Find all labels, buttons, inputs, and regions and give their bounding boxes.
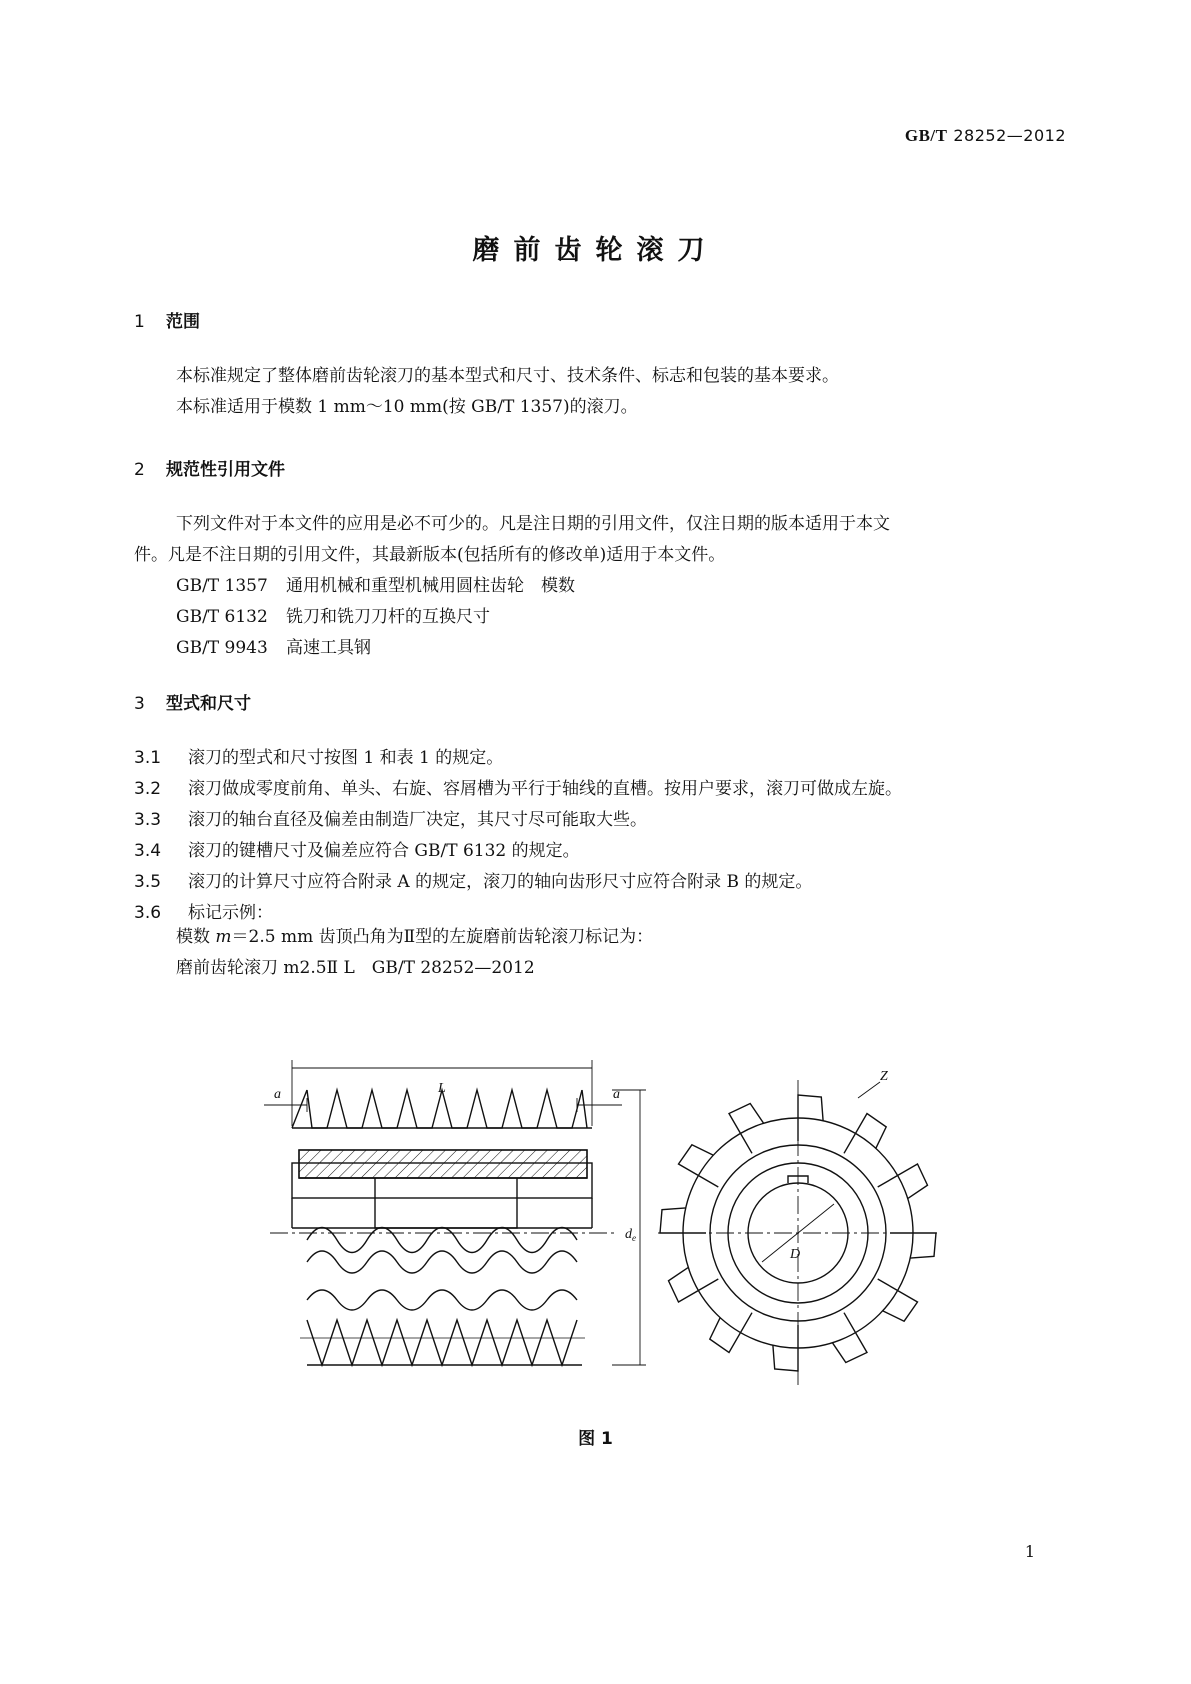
dimension-lines bbox=[264, 1060, 940, 1385]
label-L: L bbox=[438, 1081, 446, 1096]
label-a-left: a bbox=[274, 1087, 281, 1102]
hob-tooth bbox=[878, 1279, 918, 1321]
label-D: D bbox=[790, 1247, 801, 1262]
ref-item-1: GB/T 1357 通用机械和重型机械用圆柱齿轮 模数 bbox=[176, 576, 575, 596]
std-prefix: GB/T bbox=[904, 126, 948, 145]
ref-item-2: GB/T 6132 铣刀和铣刀刀杆的互换尺寸 bbox=[176, 607, 490, 627]
label-de: $d_e$ bbox=[625, 1227, 636, 1243]
section-1-heading: 1 范围 bbox=[134, 312, 200, 332]
hob-tooth bbox=[729, 1104, 764, 1154]
clause-3-5: 3.5 滚刀的计算尺寸应符合附录 A 的规定，滚刀的轴向齿形尺寸应符合附录 B 的规定。 bbox=[134, 872, 813, 892]
label-Z: Z bbox=[880, 1069, 888, 1084]
example-line-2: 磨前齿轮滚刀 m2.5Ⅱ L GB/T 28252—2012 bbox=[176, 958, 535, 978]
document-title: 磨前齿轮滚刀 bbox=[472, 235, 719, 266]
scope-paragraph-2: 本标准适用于模数 1 mm～10 mm(按 GB/T 1357)的滚刀。 bbox=[176, 397, 638, 417]
clause-3-3: 3.3 滚刀的轴台直径及偏差由制造厂决定，其尺寸尽可能取大些。 bbox=[134, 810, 647, 830]
scope-paragraph-1: 本标准规定了整体磨前齿轮滚刀的基本型式和尺寸、技术条件、标志和包装的基本要求。 bbox=[176, 366, 839, 386]
normref-line-1: 下列文件对于本文件的应用是必不可少的。凡是注日期的引用文件，仅注日期的版本适用于本文 bbox=[176, 514, 890, 534]
hob-tooth bbox=[710, 1313, 752, 1353]
clause-3-1: 3.1 滚刀的型式和尺寸按图 1 和表 1 的规定。 bbox=[134, 748, 504, 768]
hob-tooth bbox=[832, 1313, 867, 1363]
hob-tooth bbox=[669, 1267, 719, 1302]
figure-caption: 图 1 bbox=[578, 1429, 613, 1449]
page-number: 1 bbox=[1024, 1542, 1035, 1561]
label-a-right: a bbox=[613, 1087, 620, 1102]
ref-item-3: GB/T 9943 高速工具钢 bbox=[176, 638, 371, 658]
hob-tooth bbox=[844, 1114, 886, 1154]
example-line-1: 模数 m＝2.5 mm 齿顶凸角为Ⅱ型的左旋磨前齿轮滚刀标记为： bbox=[176, 927, 654, 947]
section-3-heading: 3 型式和尺寸 bbox=[134, 694, 251, 714]
clause-3-6: 3.6 标记示例： bbox=[134, 903, 273, 923]
clause-3-4: 3.4 滚刀的键槽尺寸及偏差应符合 GB/T 6132 的规定。 bbox=[134, 841, 580, 861]
normref-line-2: 件。凡是不注日期的引用文件，其最新版本(包括所有的修改单)适用于本文件。 bbox=[134, 545, 726, 565]
hob-tooth bbox=[878, 1164, 928, 1199]
std-number: 28252—2012 bbox=[953, 126, 1066, 145]
hob-side-view bbox=[292, 1090, 592, 1365]
clause-3-2: 3.2 滚刀做成零度前角、单头、右旋、容屑槽为平行于轴线的直槽。按用户要求，滚刀可做成左旋。 bbox=[134, 779, 902, 799]
section-2-heading: 2 规范性引用文件 bbox=[134, 460, 285, 480]
hob-tooth bbox=[679, 1145, 719, 1187]
